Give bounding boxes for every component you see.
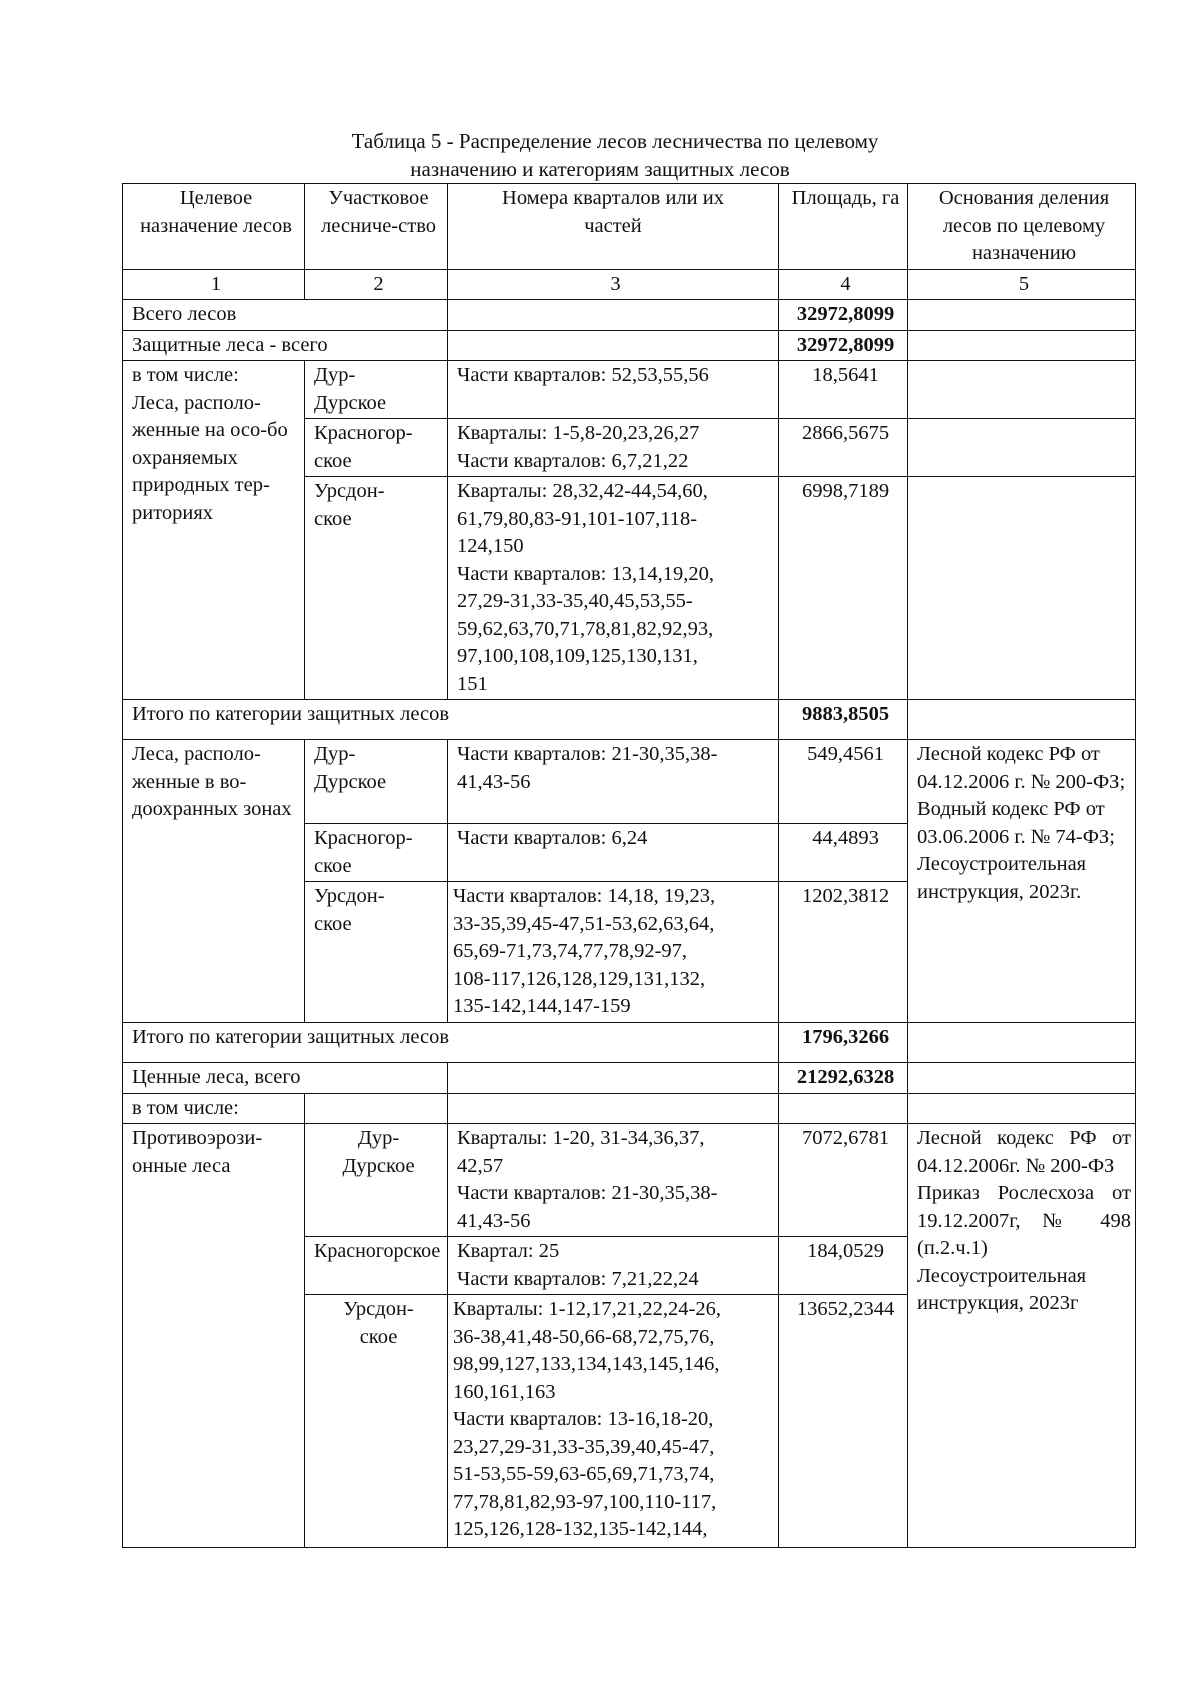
empty-cell <box>908 1093 1136 1124</box>
area-cell: 13652,2344 <box>779 1295 908 1548</box>
subtotal-area: 1796,3266 <box>779 1023 908 1063</box>
header-quarters: Номера кварталов или их частей <box>448 184 779 270</box>
area-cell: 549,4561 <box>779 740 908 824</box>
district-cell: Урсдон- ское <box>305 477 448 700</box>
water-category-label: Леса, располо-женные в во-доохранных зонах <box>123 740 305 1023</box>
district-cell: Красногор- ское <box>305 824 448 882</box>
valuable-total-label: Ценные леса, всего <box>123 1063 448 1094</box>
header-basis: Основания деления лесов по целевому назначению <box>908 184 1136 270</box>
quarters-cell: Кварталы: 1-5,8-20,23,26,27 Части кварталов: 6,7,21,22 <box>448 419 779 477</box>
empty-cell <box>305 1093 448 1124</box>
area-cell: 6998,7189 <box>779 477 908 700</box>
quarters-cell: Части кварталов: 21-30,35,38- 41,43-56 <box>448 740 779 824</box>
erosion-row-1 <box>123 1124 1136 1237</box>
header-purpose: Целевое назначение лесов <box>123 184 305 270</box>
total-forests-label: Всего лесов <box>123 300 448 331</box>
header-district: Участковое лесниче-ство <box>305 184 448 270</box>
caption-line-2: назначению и категориям защитных лесов <box>410 157 790 181</box>
empty-cell <box>908 700 1136 740</box>
water-row-1 <box>123 740 1136 824</box>
column-number: 1 <box>123 269 305 300</box>
oopt-category-label: в том числе: Леса, располо-женные на осо-бо охраняемых природных тер-риториях <box>123 361 305 700</box>
quarters-cell: Части кварталов: 14,18, 19,23, 33-35,39,45-47,51-53,62,63,64, 65,69-71,73,74,77,78,92-97, 108-117,126,128,129,131,132, 135-142,144,147-159 <box>448 882 779 1023</box>
basis-cell: Лесной кодекс РФ от 04.12.2006 г. № 200-ФЗ; Водный кодекс РФ от 03.06.2006 г. № 74-ФЗ; Лесоустроительная инструкция, 2023г. <box>908 740 1136 1023</box>
quarters-cell: Кварталы: 28,32,42-44,54,60, 61,79,80,83-91,101-107,118- 124,150 Части кварталов: 13,14,19,20, 27,29-31,33-35,40,45,53,55- 59,62,63,70,71,78,81,82,92,93, 97,100,108,109,125,130,131, 151 <box>448 477 779 700</box>
oopt-row-1 <box>123 361 1136 419</box>
oopt-subtotal-row <box>123 700 1136 740</box>
protective-total-label: Защитные леса - всего <box>123 330 448 361</box>
area-cell: 2866,5675 <box>779 419 908 477</box>
empty-cell <box>908 330 1136 361</box>
erosion-category-label: Противоэрози-онные леса <box>123 1124 305 1548</box>
header-area: Площадь, га <box>779 184 908 270</box>
valuable-total-row <box>123 1063 1136 1094</box>
empty-cell <box>908 419 1136 477</box>
area-cell: 7072,6781 <box>779 1124 908 1237</box>
column-number: 3 <box>448 269 779 300</box>
caption-line-1: Таблица 5 - Распределение лесов лесничества по целевому <box>351 129 879 153</box>
district-cell: Дур- Дурское <box>305 740 448 824</box>
empty-cell <box>908 477 1136 700</box>
empty-cell <box>448 300 779 331</box>
valuable-incl-label: в том числе: <box>123 1093 305 1124</box>
quarters-cell: Части кварталов: 6,24 <box>448 824 779 882</box>
empty-cell <box>779 1093 908 1124</box>
protective-total-row <box>123 330 1136 361</box>
subtotal-label: Итого по категории защитных лесов <box>123 700 779 740</box>
empty-cell <box>908 1063 1136 1094</box>
empty-cell <box>448 1093 779 1124</box>
area-cell: 18,5641 <box>779 361 908 419</box>
protective-total-area: 32972,8099 <box>779 330 908 361</box>
empty-cell <box>448 330 779 361</box>
forest-distribution-table <box>122 183 1136 1548</box>
district-cell: Урсдон- ское <box>305 882 448 1023</box>
total-forests-area: 32972,8099 <box>779 300 908 331</box>
column-number-row <box>123 269 1136 300</box>
valuable-total-area: 21292,6328 <box>779 1063 908 1094</box>
empty-cell <box>908 300 1136 331</box>
column-number: 2 <box>305 269 448 300</box>
district-cell: Красногорское <box>305 1237 448 1295</box>
column-number: 5 <box>908 269 1136 300</box>
district-cell: Красногор- ское <box>305 419 448 477</box>
total-forests-row <box>123 300 1136 331</box>
empty-cell <box>908 361 1136 419</box>
area-cell: 44,4893 <box>779 824 908 882</box>
basis-cell: Лесной кодекс РФ от 04.12.2006г. № 200-ФЗ Приказ Рослесхоза от 19.12.2007г, № 498 (п.2.ч.1) Лесоустроительная инструкция, 2023г <box>908 1124 1136 1548</box>
water-subtotal-row <box>123 1023 1136 1063</box>
quarters-cell: Части кварталов: 52,53,55,56 <box>448 361 779 419</box>
district-cell: Урсдон- ское <box>305 1295 448 1548</box>
header-row <box>123 184 1136 270</box>
subtotal-label: Итого по категории защитных лесов <box>123 1023 779 1063</box>
empty-cell <box>448 1063 779 1094</box>
empty-cell <box>908 1023 1136 1063</box>
table-caption <box>0 127 1200 183</box>
district-cell: Дур- Дурское <box>305 361 448 419</box>
district-cell: Дур- Дурское <box>305 1124 448 1237</box>
quarters-cell: Кварталы: 1-12,17,21,22,24-26, 36-38,41,48-50,66-68,72,75,76, 98,99,127,133,134,143,145,146, 160,161,163 Части кварталов: 13-16,18-20, 23,27,29-31,33-35,39,40,45-47, 51-53,55-59,63-65,69,71,73,74, 77,78,81,82,93-97,100,110-117, 125,126,128-132,135-142,144, <box>448 1295 779 1548</box>
quarters-cell: Кварталы: 1-20, 31-34,36,37, 42,57 Части кварталов: 21-30,35,38- 41,43-56 <box>448 1124 779 1237</box>
subtotal-area: 9883,8505 <box>779 700 908 740</box>
valuable-incl-row <box>123 1093 1136 1124</box>
area-cell: 184,0529 <box>779 1237 908 1295</box>
quarters-cell: Квартал: 25 Части кварталов: 7,21,22,24 <box>448 1237 779 1295</box>
area-cell: 1202,3812 <box>779 882 908 1023</box>
column-number: 4 <box>779 269 908 300</box>
